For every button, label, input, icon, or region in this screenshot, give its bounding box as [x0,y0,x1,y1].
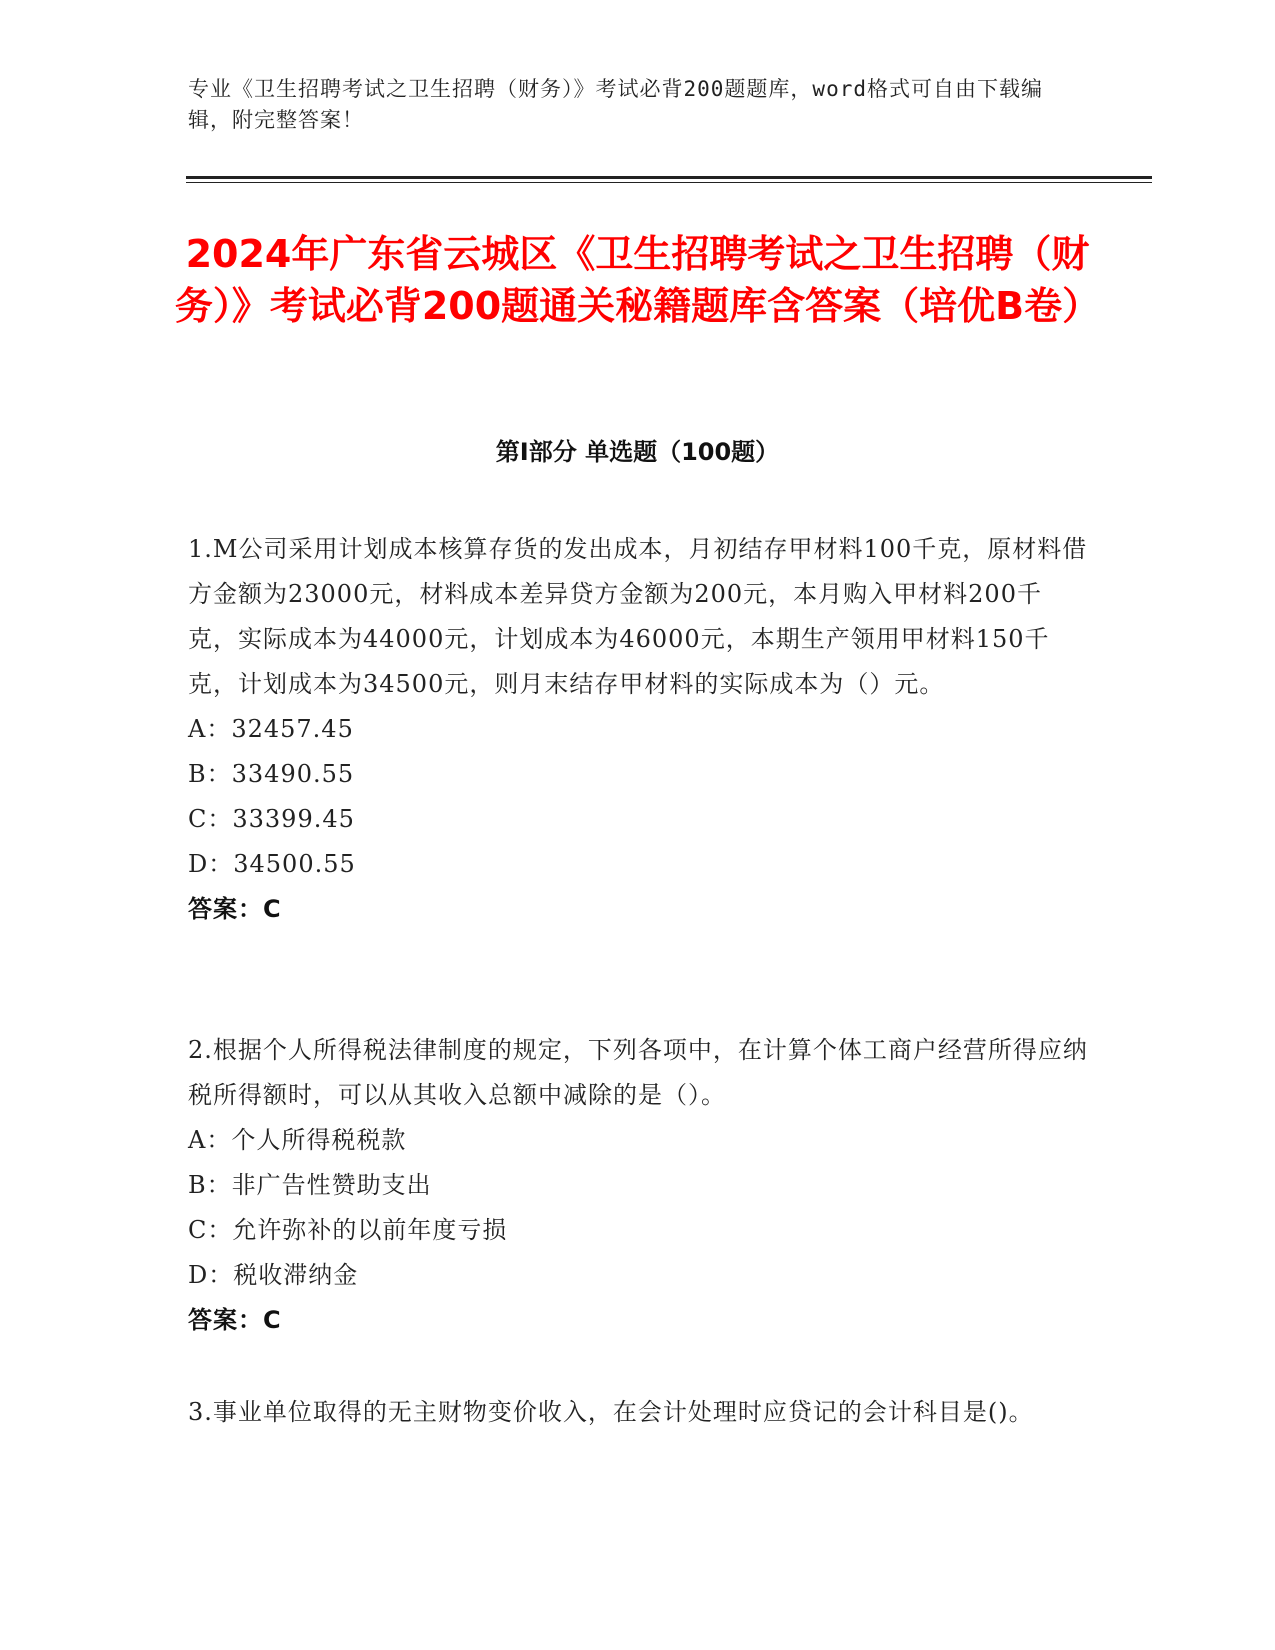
header-note: 专业《卫生招聘考试之卫生招聘（财务）》考试必背200题题库，word格式可自由下载编辑，附完整答案！ [188,77,1043,132]
option-d: D：34500.55 [188,850,356,878]
document-title: 2024年广东省云城区《卫生招聘考试之卫生招聘（财务）》考试必背200题通关秘籍题库含答案（培优B卷） [174,232,1101,328]
question-1 [188,527,1088,932]
option-c: C：允许弥补的以前年度亏损 [188,1216,508,1244]
option-c: C：33399.45 [188,805,355,833]
question-2 [188,1028,1088,1343]
option-b: B：33490.55 [188,760,355,788]
question-stem: 3.事业单位取得的无主财物变价收入，在会计处理时应贷记的会计科目是()。 [188,1398,1034,1426]
option-b: B：非广告性赞助支出 [188,1171,432,1199]
header-divider-thick [186,176,1152,179]
section-title: 第I部分 单选题（100题） [495,438,780,466]
option-a: A：个人所得税税款 [188,1126,407,1154]
option-d: D：税收滞纳金 [188,1261,359,1289]
option-a: A：32457.45 [188,715,354,743]
answer: 答案：C [188,1306,282,1334]
question-stem: 2.根据个人所得税法律制度的规定，下列各项中，在计算个体工商户经营所得应纳税所得额时，可以从其收入总额中减除的是（）。 [188,1036,1088,1109]
question-stem: 1.M公司采用计划成本核算存货的发出成本，月初结存甲材料100千克，原材料借方金额为23000元，材料成本差异贷方金额为200元，本月购入甲材料200千克，实际成本为44000元，计划成本为46000元，本期生产领用甲材料150千克，计划成本为34500元，则月末结存甲材料的实际成本为（）元。 [188,535,1088,698]
answer: 答案：C [188,895,282,923]
question-3 [188,1390,1088,1435]
header-divider-thin [186,182,1152,183]
